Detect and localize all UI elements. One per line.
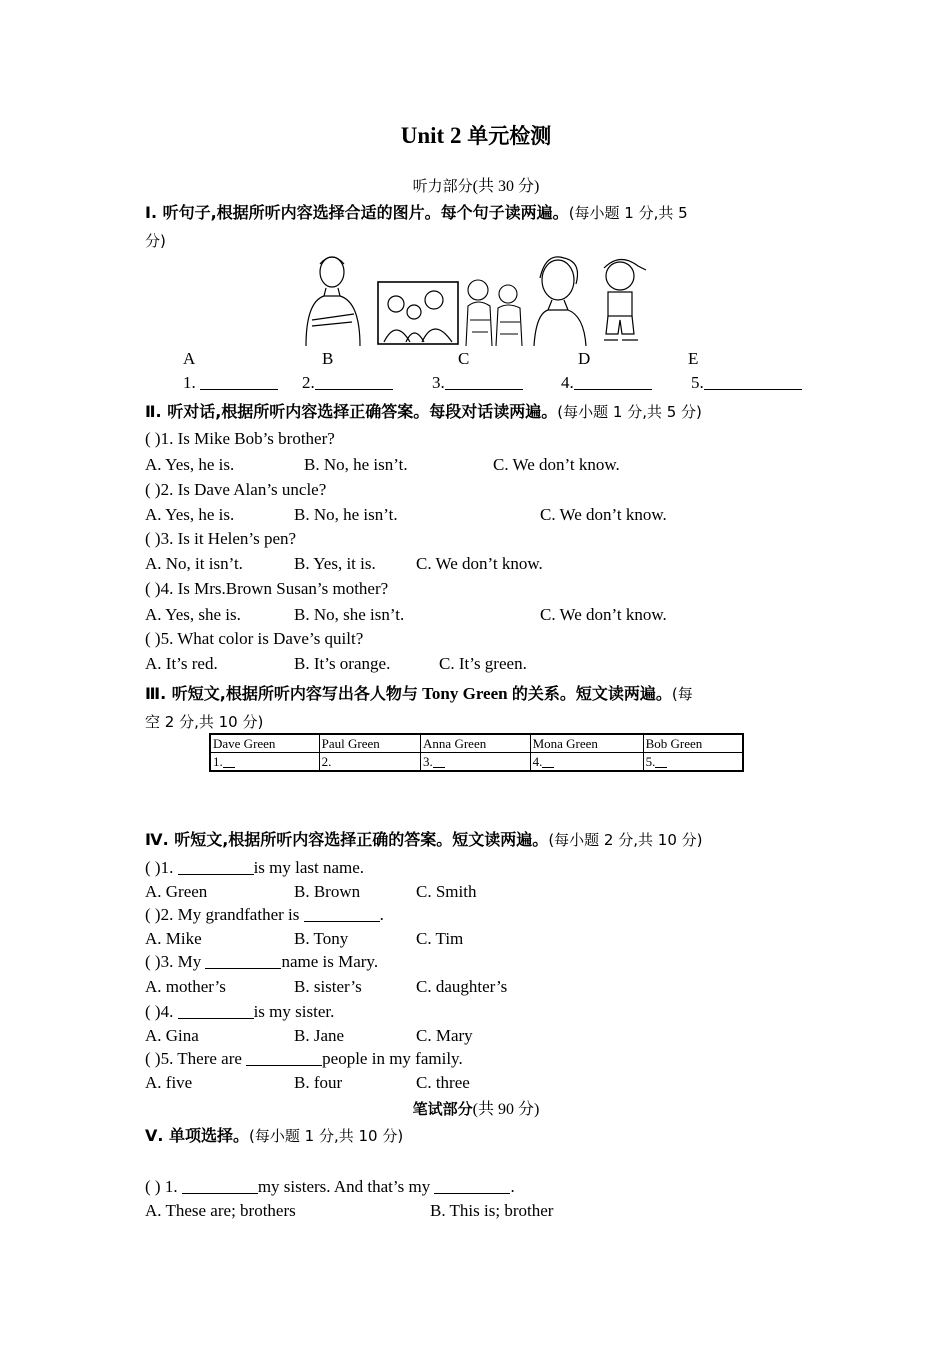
section-1-heading-cont: 分) <box>145 232 166 250</box>
answer-cell[interactable]: 3. <box>421 753 531 772</box>
option-c[interactable]: C. We don’t know. <box>493 455 620 474</box>
option-a[interactable]: A. These are; brothers <box>145 1201 296 1220</box>
picture-family-portrait <box>378 282 458 344</box>
answer-cell[interactable]: 4. <box>530 753 643 772</box>
question: ( )4. Is Mrs.Brown Susan’s mother? <box>145 579 389 598</box>
option-a[interactable]: A. It’s red. <box>145 654 218 673</box>
picture-label-b: B <box>322 349 334 368</box>
section-3-heading-cont: 空 2 分,共 10 分) <box>145 713 264 731</box>
picture-label-c: C <box>458 349 470 368</box>
option-c[interactable]: C. We don’t know. <box>416 554 543 573</box>
answer-cell[interactable]: 5. <box>643 753 743 772</box>
question: ( )4. is my sister. <box>145 1002 335 1021</box>
option-c[interactable]: C. Mary <box>416 1026 473 1045</box>
option-c[interactable]: C. daughter’s <box>416 977 508 996</box>
question: ( )5. There are people in my family. <box>145 1049 463 1068</box>
question: ( )2. My grandfather is . <box>145 905 384 924</box>
option-c[interactable]: C. We don’t know. <box>540 605 667 624</box>
section-3-heading: Ⅲ. 听短文,根据所听内容写出各人物与 Tony Green 的关系。短文读两遍。(每 <box>145 684 693 703</box>
answer-blank[interactable] <box>182 1178 258 1194</box>
option-b[interactable]: B. It’s orange. <box>294 654 391 673</box>
option-b[interactable]: B. Tony <box>294 929 349 948</box>
answer-cell[interactable]: 1. <box>210 753 319 772</box>
option-b[interactable]: B. Brown <box>294 882 361 901</box>
picture-label-d: D <box>578 349 591 368</box>
section-1-heading: Ⅰ. 听句子,根据所听内容选择合适的图片。每个句子读两遍。(每小题 1 分,共 5 <box>145 203 688 222</box>
answer-blank-5[interactable]: 5. <box>691 373 802 393</box>
question: ( ) 1. my sisters. And that’s my . <box>145 1177 515 1196</box>
answer-blank-2[interactable]: 2. <box>302 373 393 393</box>
option-a[interactable]: A. mother’s <box>145 977 226 996</box>
table-header-cell: Mona Green <box>530 734 643 753</box>
option-a[interactable]: A. Green <box>145 882 208 901</box>
table-header-cell: Bob Green <box>643 734 743 753</box>
section-4-heading: Ⅳ. 听短文,根据所听内容选择正确的答案。短文读两遍。(每小题 2 分,共 10 分) <box>145 830 703 849</box>
answer-blank[interactable] <box>304 906 380 922</box>
option-c[interactable]: C. It’s green. <box>439 654 527 673</box>
answer-blank[interactable] <box>178 859 254 875</box>
option-c[interactable]: C. three <box>416 1073 470 1092</box>
option-b[interactable]: B. This is; brother <box>430 1201 554 1220</box>
answer-blank-1[interactable]: 1. <box>183 373 278 393</box>
question: ( )3. My name is Mary. <box>145 952 379 971</box>
table-row <box>210 734 743 753</box>
picture-boy-with-cap <box>604 259 646 340</box>
option-b[interactable]: B. four <box>294 1073 343 1092</box>
table-header-cell: Dave Green <box>210 734 319 753</box>
table-header-cell: Paul Green <box>319 734 420 753</box>
section-1-pictures <box>302 250 652 350</box>
relationship-table <box>209 733 744 772</box>
question: ( )1. Is Mike Bob’s brother? <box>145 429 335 448</box>
option-b[interactable]: B. No, she isn’t. <box>294 605 405 624</box>
option-c[interactable]: C. Smith <box>416 882 477 901</box>
option-a[interactable]: A. No, it isn’t. <box>145 554 243 573</box>
picture-label-e: E <box>688 349 699 368</box>
question: ( )1. is my last name. <box>145 858 365 877</box>
answer-blank[interactable] <box>246 1050 322 1066</box>
answer-cell[interactable]: 2. <box>319 753 420 772</box>
picture-grandparents <box>466 280 522 346</box>
option-b[interactable]: B. No, he isn’t. <box>304 455 408 474</box>
option-a[interactable]: A. Yes, she is. <box>145 605 241 624</box>
option-b[interactable]: B. Jane <box>294 1026 345 1045</box>
option-a[interactable]: A. Yes, he is. <box>145 505 235 524</box>
listening-header: 听力部分(共 30 分) <box>412 177 540 195</box>
option-c[interactable]: C. Tim <box>416 929 464 948</box>
picture-woman <box>534 257 586 346</box>
option-c[interactable]: C. We don’t know. <box>540 505 667 524</box>
question: ( )2. Is Dave Alan’s uncle? <box>145 480 327 499</box>
option-b[interactable]: B. sister’s <box>294 977 362 996</box>
option-a[interactable]: A. Mike <box>145 929 202 948</box>
option-b[interactable]: B. Yes, it is. <box>294 554 376 573</box>
answer-blank[interactable] <box>434 1178 510 1194</box>
picture-man-arms-crossed <box>306 257 360 346</box>
written-header: 笔试部分(共 90 分) <box>412 1100 540 1118</box>
option-b[interactable]: B. No, he isn’t. <box>294 505 398 524</box>
section-2-heading: Ⅱ. 听对话,根据所听内容选择正确答案。每段对话读两遍。(每小题 1 分,共 5 分) <box>145 402 702 421</box>
answer-blank[interactable] <box>178 1003 254 1019</box>
picture-label-a: A <box>183 349 196 368</box>
question: ( )3. Is it Helen’s pen? <box>145 529 297 548</box>
answer-blank-3[interactable]: 3. <box>432 373 523 393</box>
table-row <box>210 753 743 772</box>
option-a[interactable]: A. Yes, he is. <box>145 455 235 474</box>
question: ( )5. What color is Dave’s quilt? <box>145 629 364 648</box>
option-a[interactable]: A. Gina <box>145 1026 199 1045</box>
table-header-cell: Anna Green <box>421 734 531 753</box>
page-title: Unit 2 单元检测 <box>400 123 552 148</box>
option-a[interactable]: A. five <box>145 1073 193 1092</box>
section-5-heading: Ⅴ. 单项选择。(每小题 1 分,共 10 分) <box>145 1126 404 1145</box>
answer-blank[interactable] <box>205 953 281 969</box>
answer-blank-4[interactable]: 4. <box>561 373 652 393</box>
